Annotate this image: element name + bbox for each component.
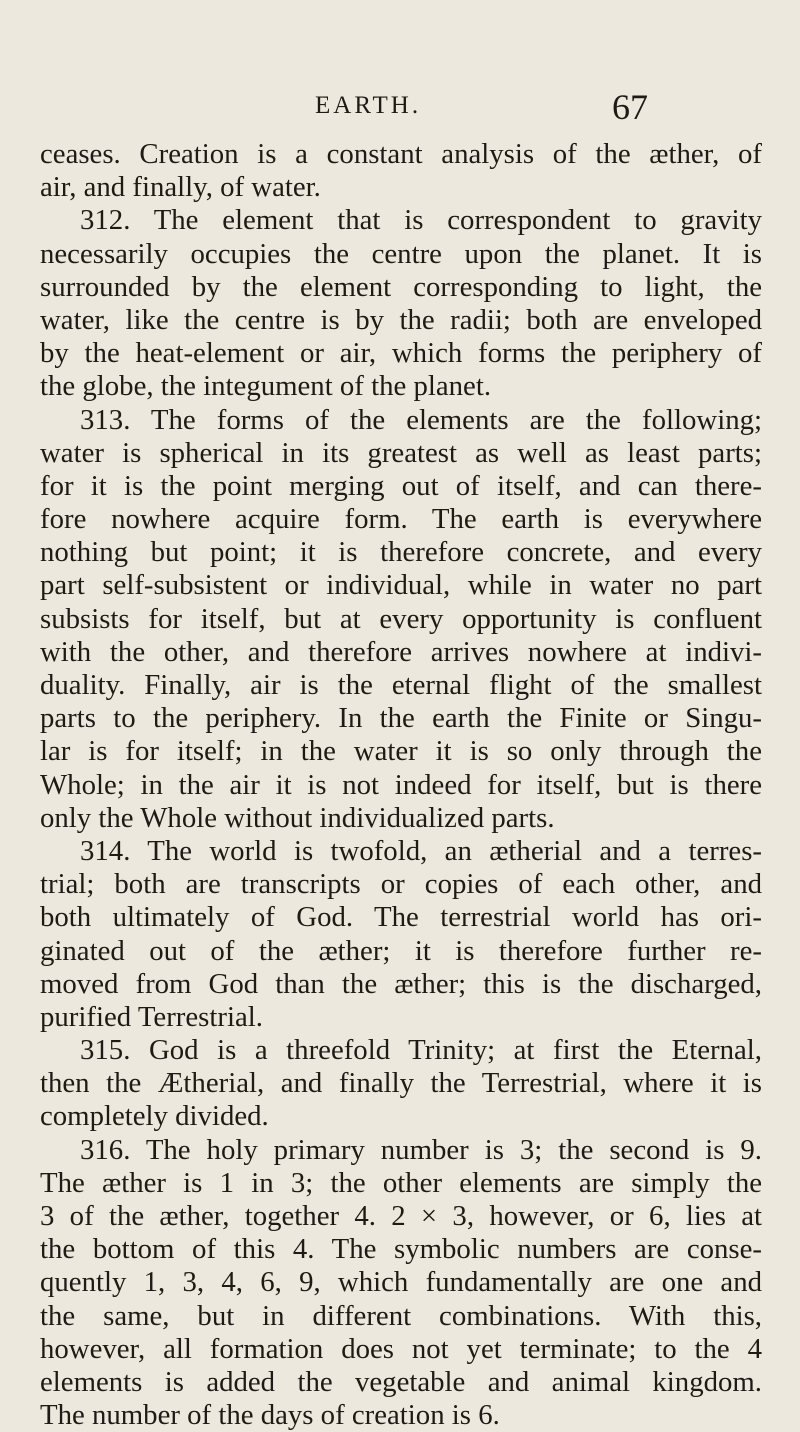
running-head [0,88,800,132]
text-line: with the other, and therefore arrives nowhere at indivi- [40,635,762,668]
text-line: for it is the point merging out of itself, and can there- [40,469,762,502]
text-line: nothing but point; it is therefore concrete, and every [40,536,762,569]
text-line: 312. The element that is correspondent to gravity [80,204,762,237]
text-line: elements is added the vegetable and animal kingdom. [40,1365,762,1398]
text-line: ginated out of the æther; it is therefore further re- [40,934,762,967]
text-line: Whole; in the air it is not indeed for itself, but is there [40,768,762,801]
text-line: 315. God is a threefold Trinity; at first the Eternal, [80,1034,762,1067]
text-line: moved from God than the æther; this is the discharged, [40,967,762,1000]
text-line: the same, but in different combinations. With this, [40,1299,762,1332]
text-line: 313. The forms of the elements are the following; [80,403,762,436]
text-line: by the heat-element or air, which forms the periphery of [40,337,762,370]
text-line: both ultimately of God. The terrestrial world has ori- [40,901,762,934]
text-line: fore nowhere acquire form. The earth is everywhere [40,503,762,536]
text-line: then the Ætherial, and finally the Terrestrial, where it is [40,1067,762,1100]
text-line: 314. The world is twofold, an ætherial and a terres- [80,834,762,867]
text-line: only the Whole without individualized parts. [40,801,555,834]
text-line: ceases. Creation is a constant analysis of the æther, of [40,138,762,170]
text-line: lar is for itself; in the water it is so only through the [40,735,762,768]
text-line: the globe, the integument of the planet. [40,370,492,403]
text-line: The number of the days of creation is 6. [40,1399,500,1432]
text-line: water, like the centre is by the radii; both are enveloped [40,303,762,336]
running-title: EARTH. [315,92,422,119]
text-line: air, and finally, of water. [40,171,321,204]
text-line: surrounded by the element corresponding to light, the [40,270,762,303]
text-line: quently 1, 3, 4, 6, 9, which fundamentally are one and [40,1266,762,1299]
text-line: duality. Finally, air is the eternal flight of the smallest [40,669,762,701]
text-line: parts to the periphery. In the earth the Finite or Singu- [40,702,762,735]
text-line: necessarily occupies the centre upon the planet. It is [40,237,762,270]
text-line: 316. The holy primary number is 3; the second is 9. [80,1133,762,1166]
text-line: 3 of the æther, together 4. 2 × 3, however, or 6, lies at [40,1200,762,1232]
text-line: however, all formation does not yet terminate; to the 4 [40,1332,762,1365]
text-line: subsists for itself, but at every opportunity is confluent [40,602,762,635]
text-line: part self-subsistent or individual, while in water no part [40,569,762,602]
page-number: 67 [612,87,648,127]
text-line: completely divided. [40,1100,269,1133]
text-line: water is spherical in its greatest as well as least parts; [40,436,762,469]
body-text [40,138,762,1432]
text-line: The æther is 1 in 3; the other elements are simply the [40,1166,762,1199]
text-line: trial; both are transcripts or copies of each other, and [40,868,762,901]
text-line: the bottom of this 4. The symbolic numbers are conse- [40,1233,762,1266]
text-line: purified Terrestrial. [40,1000,263,1033]
